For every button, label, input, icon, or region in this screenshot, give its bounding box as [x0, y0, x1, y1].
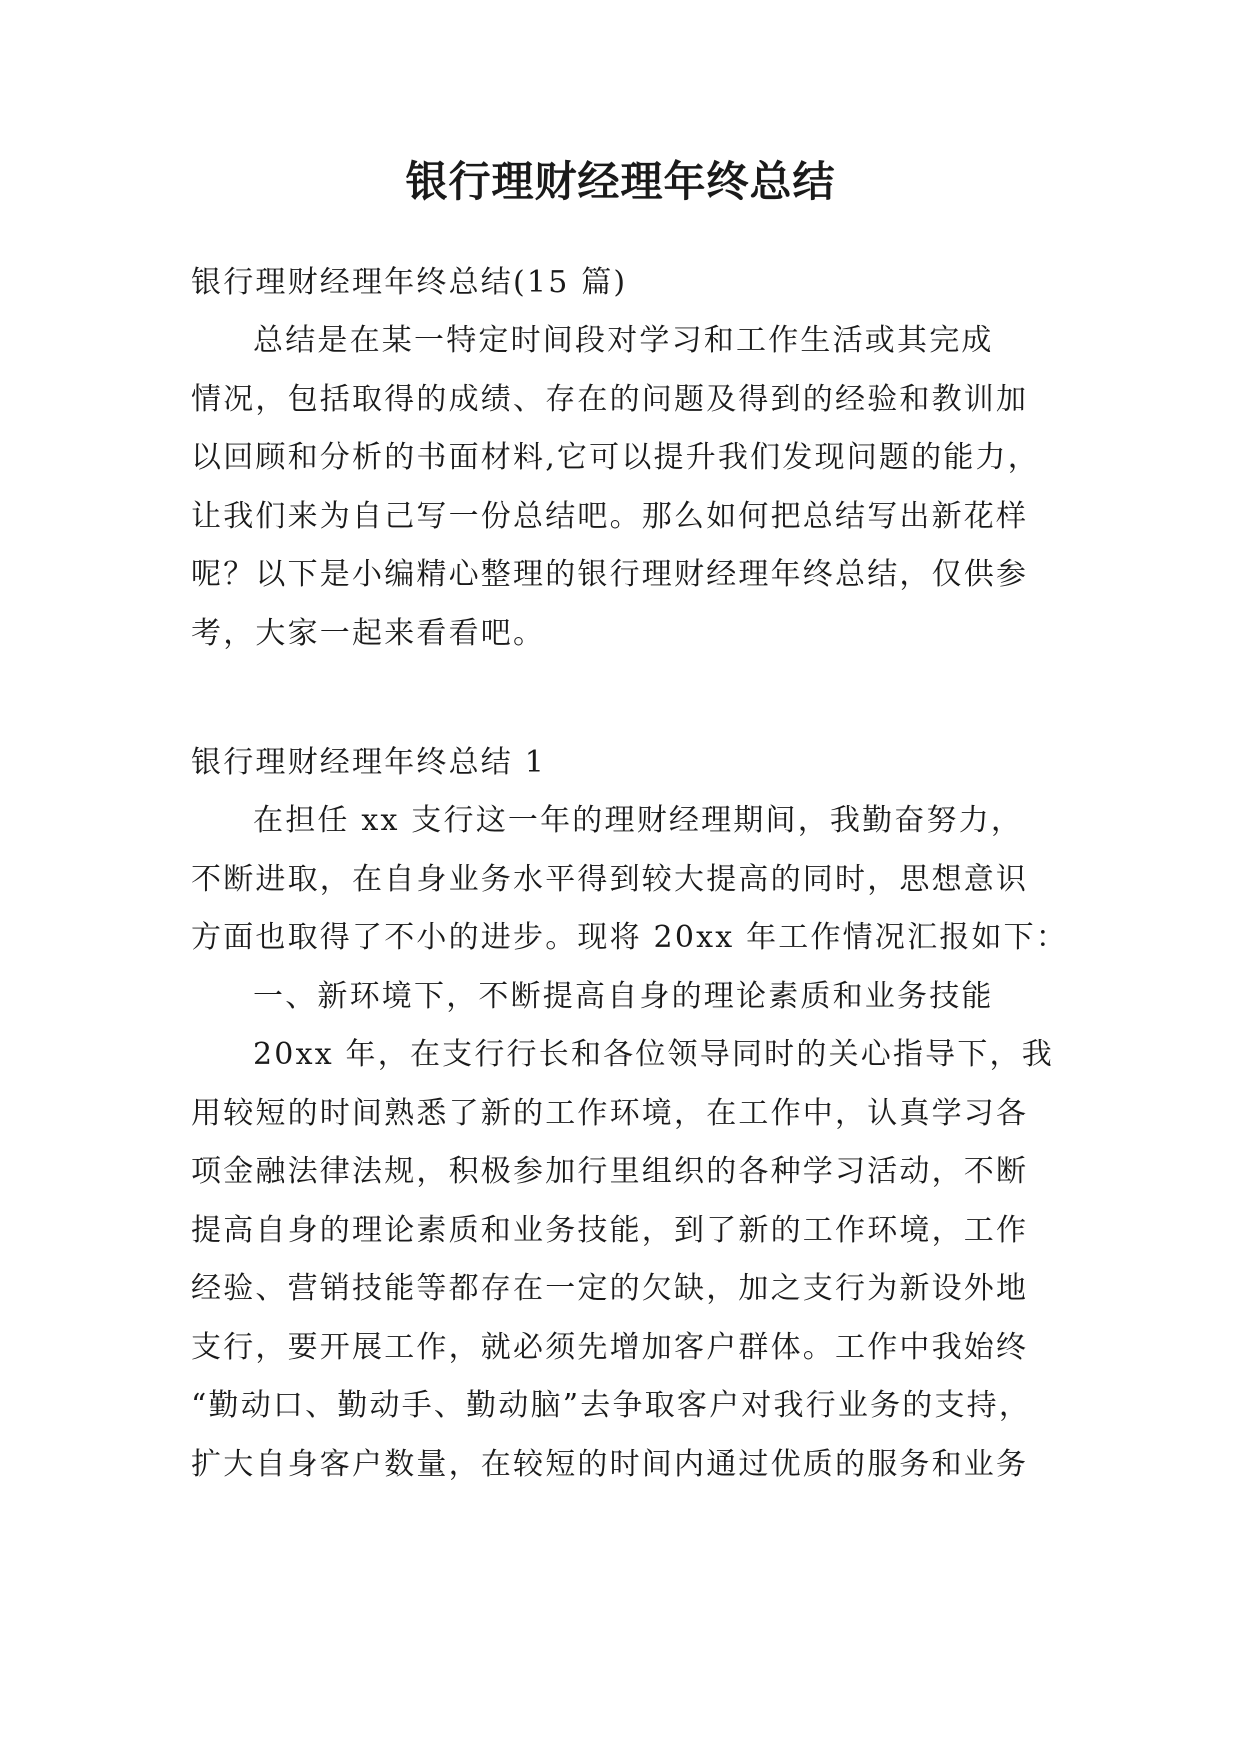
section-line: 经验、营销技能等都存在一定的欠缺，加之支行为新设外地 — [191, 1271, 1029, 1306]
section-line: “勤动口、勤动手、勤动脑”去争取客户对我行业务的支持， — [191, 1388, 1032, 1423]
page-title: 银行理财经理年终总结 — [405, 157, 836, 206]
intro-line: 总结是在某一特定时间段对学习和工作生活或其完成 — [253, 323, 994, 358]
section-line: 20xx 年，在支行行长和各位领导同时的关心指导下，我 — [253, 1037, 1054, 1072]
section-subheading: 一、新环境下，不断提高自身的理论素质和业务技能 — [253, 978, 994, 1014]
intro-line: 以回顾和分析的书面材料,它可以提升我们发现问题的能力， — [191, 440, 1040, 475]
section-line: 用较短的时间熟悉了新的工作环境，在工作中，认真学习各 — [191, 1095, 1029, 1131]
section-line: 不断进取，在自身业务水平得到较大提高的同时，思想意识 — [191, 861, 1029, 897]
intro-line: 呢？以下是小编精心整理的银行理财经理年终总结，仅供参 — [191, 557, 1029, 592]
section-paragraph — [191, 792, 1069, 1494]
section-line: 扩大自身客户数量，在较短的时间内通过优质的服务和业务 — [191, 1446, 1029, 1482]
intro-paragraph — [191, 312, 1061, 663]
section-line: 方面也取得了不小的进步。现将 20xx 年工作情况汇报如下： — [191, 920, 1069, 955]
section-line: 提高自身的理论素质和业务技能，到了新的工作环境，工作 — [191, 1212, 1029, 1248]
section-line: 项金融法律法规，积极参加行里组织的各种学习活动，不断 — [191, 1154, 1029, 1189]
intro-line: 考，大家一起来看看吧。 — [191, 615, 546, 651]
section-line: 在担任 xx 支行这一年的理财经理期间，我勤奋努力， — [253, 803, 1024, 838]
section-line: 支行，要开展工作，就必须先增加客户群体。工作中我始终 — [191, 1329, 1029, 1365]
intro-heading: 银行理财经理年终总结(15 篇) — [191, 265, 628, 300]
section-heading: 银行理财经理年终总结 1 — [191, 745, 547, 780]
intro-line: 情况，包括取得的成绩、存在的问题及得到的经验和教训加 — [191, 381, 1029, 417]
intro-line: 让我们来为自己写一份总结吧。那么如何把总结写出新花样 — [191, 498, 1029, 534]
